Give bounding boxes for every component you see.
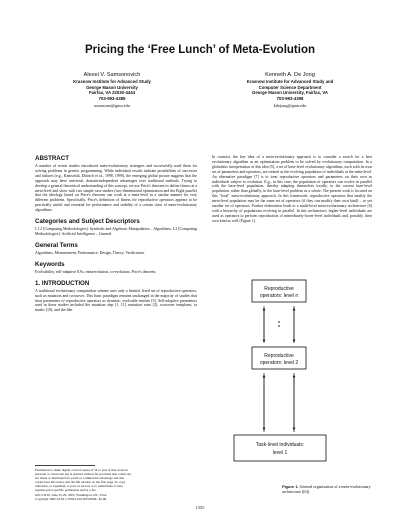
level-2-label: operators: level 2 [259,360,299,366]
caption-text: General organization of a meta-evolutionary architecture ([6]). [282,484,371,494]
footnote-line: not made or distributed for profit or commercial advantage and that [35,476,124,481]
footnote-line: Permission to make digital or hard copies of all or part of this work for [35,468,129,472]
level-n-label: operators: level n [259,293,299,299]
general-terms-heading: General Terms [35,241,78,249]
author-name: Alexei V. Samsonovich [83,72,141,78]
keywords-text: Evolvability, self-adaptive EAs, metaevolution, co-evolution, Price's theorem. [35,269,157,274]
level-n-label: Reproductive [264,286,294,292]
footnote-line: GECCO'05, June 25-29, 2005, Washington, DC, USA. [35,492,108,497]
author-phone: 703-993-4398 [276,95,304,101]
footnote-line: personal or classroom use is granted without fee provided that copies are [35,472,132,477]
author-affiliation: Computer Science Department [258,84,322,90]
keywords-heading: Keywords [35,260,65,268]
footnote-line: requires prior specific permission and/or a fee. [35,488,97,493]
footnote-rule [35,465,95,466]
level-1-label: level 1 [272,450,288,456]
footnote-line: copies bear this notice and the full citation on the first page. To copy [35,480,126,485]
author-name: Kenneth A. De Jong [265,72,315,78]
categories-text: I.1.2 [Computing Methodologies]: Symbolic and Algebraic Manipulation – Algorithms. I.2 [Computing Methodologies]: Artificial Intelligence – General. [35,227,197,236]
footnote-line: Copyright 2005 ACM 1-59593-010-8/05/0006...$5.00. [35,496,107,501]
introduction-heading: 1. INTRODUCTION [35,279,90,287]
author-address: Fairfax, VA 22030-4444 [88,90,136,96]
author-affiliation: George Mason University [86,84,138,90]
paper-title: Pricing the ‘Free Lunch’ of Meta-Evolution [84,44,316,56]
figure-caption [282,484,378,494]
ellipsis-dot [278,325,280,327]
general-terms-text: Algorithms, Measurement, Performance, Design, Theory, Verification. [35,250,145,255]
level-2-label: Reproductive [264,353,294,359]
author-email: kdejong@gmu.edu [273,103,307,109]
introduction-text: A traditional evolutionary computation scheme uses only a limited, fixed set of reproductive operators, such as mutation and crossover. This basic paradigm remains unchanged in the majority of studies that treat parameters of reproductive operators as dynamic, evolvable entities [3]. Self-adaptive parameters used in these studies included the mutation step [1, 11], mutation rates [2], crossover templates, or masks [10], and the like. [35,288,197,313]
author-phone: 703-993-4385 [98,95,126,101]
page-number: 1355 [195,505,205,510]
author-affiliation: George Mason University, Fairfax, VA [251,90,328,96]
level-1-label: Task-level individuals: [255,442,305,448]
copyright-footnote [35,465,197,501]
categories-heading: Categories and Subject Descriptors [35,218,140,226]
author-email: asamsono@gmu.edu [94,103,130,109]
caption-label: Figure 1. [282,484,299,489]
abstract-heading: ABSTRACT [35,155,70,162]
footnote-line: otherwise, or republish, to post on servers or to redistribute to lists, [35,484,124,489]
figure-1-diagram [212,250,372,506]
right-column [212,155,372,229]
author-block-1 [27,72,197,109]
ellipsis-dot [278,321,280,323]
abstract-text: A number of recent studies introduced meta-evolutionary strategies and successfully used them for solving problems in genetic programming. While individual results indicate possibilities of successes and failures (e.g., Kantschik, Dittrich et al., 1998, 1999), the emerging global picture suggests that the approach may have universal, domain-independent advantages over traditional methods. Trying to develop a general theoretical understanding of this concept, we use Price's theorem to define fitness at a meta-level and show with two simple case studies (two-dimensional optimization and the Eight puzzle) that the ideology based on Price's theorem can work at a meta-level in a similar manner for very different problems. Specifically, Price's definition of fitness for reproductive operators appears to be practically useful and essential for performance and stability of a certain class of meta-evolutionary algorithms. [35,164,197,213]
author-affiliation: Krasnow Institute for Advanced Study and [246,79,334,84]
right-column-text: In contrast, the key idea of a meta-evolutionary approach is to consider a search for a best evolutionary algorithm as an optimization problem to be solved by evolutionary computation. In a globalistic interpretation of this idea [5], a set of base-level evolutionary algorithms, each with its own set of parameters and operators, are treated as the evolving population of individuals at the meta-level. An alternative paradigm [7] is to treat reproductive operators and parameters on their own as individuals subject to evolution. E.g., in this case, the population of operators can evolve in parallel with the base-level population, thereby adapting themselves locally, to the current base-level population, rather than globally, to the base-level problem as a whole. The present work is focused on this "local" meta-evolutionary approach. In this framework, reproductive operators that modify the meta-level population may be the same set of operators (if they can modify their own kind) – or yet another set of operators. Further elaboration leads to a multi-level meta-evolutionary architecture [6] with a hierarchy of populations evolving in parallel. In this architecture, higher-level individuals are used as operators to perform reproduction of immediately-lower-level individuals and, possibly, their own kind as well (Figure 1). [212,155,372,223]
level-1-box [234,435,326,461]
author-block-2 [205,72,375,109]
author-affiliation: Krasnow Institute for Advanced Study [73,79,151,84]
left-column [35,155,197,318]
